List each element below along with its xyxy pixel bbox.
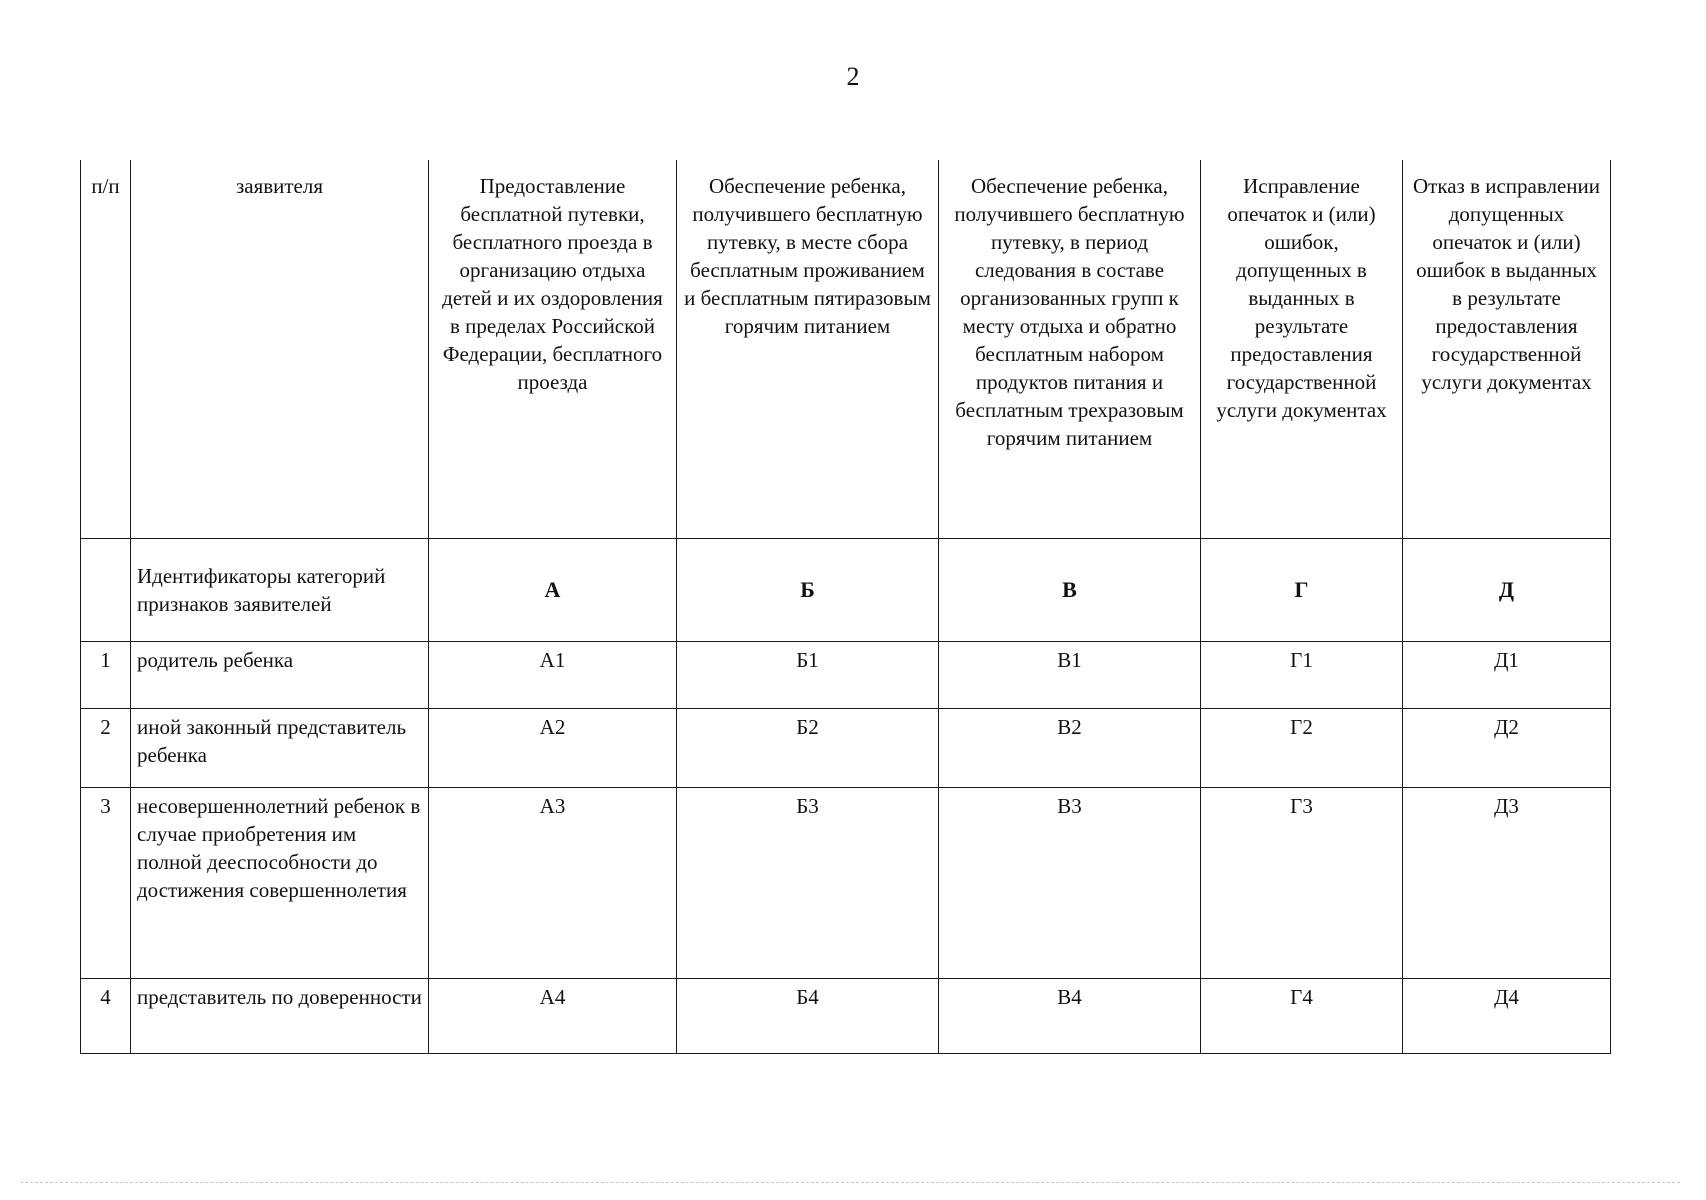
row-code-a: А2: [429, 709, 677, 788]
identifier-d: Д: [1403, 539, 1611, 642]
table-row: [81, 979, 1611, 1054]
row-category: несовершеннолетний ребенок в случае приобретения им полной дееспособности до достижения совершеннолетия: [131, 788, 429, 979]
row-code-v: В1: [939, 642, 1201, 709]
row-code-v: В2: [939, 709, 1201, 788]
row-category: представитель по доверенности: [131, 979, 429, 1054]
row-code-b: Б1: [677, 642, 939, 709]
header-col-g: Исправление опечаток и (или) ошибок, допущенных в выданных в результате предоставления государственной услуги документах: [1201, 160, 1403, 539]
header-col-a: Предоставление бесплатной путевки, бесплатного проезда в организацию отдыха детей и их оздоровления в пределах Российской Федерации, бесплатного проезда: [429, 160, 677, 539]
row-code-b: Б4: [677, 979, 939, 1054]
table-header-row: [81, 160, 1611, 539]
row-code-a: А3: [429, 788, 677, 979]
header-applicant: заявителя: [131, 160, 429, 539]
row-number: 2: [81, 709, 131, 788]
row-code-g: Г2: [1201, 709, 1403, 788]
header-col-b: Обеспечение ребенка, получившего бесплатную путевку, в месте сбора бесплатным проживанием и бесплатным пятиразовым горячим питанием: [677, 160, 939, 539]
table-row: [81, 788, 1611, 979]
row-code-a: А1: [429, 642, 677, 709]
row-code-v: В3: [939, 788, 1201, 979]
page-number: 2: [846, 62, 860, 91]
row-number: 3: [81, 788, 131, 979]
identifiers-num-cell: [81, 539, 131, 642]
identifier-v: В: [939, 539, 1201, 642]
row-code-d: Д3: [1403, 788, 1611, 979]
table-row: [81, 642, 1611, 709]
row-code-g: Г1: [1201, 642, 1403, 709]
applicant-categories-table: [80, 160, 1611, 1054]
row-code-v: В4: [939, 979, 1201, 1054]
row-code-d: Д2: [1403, 709, 1611, 788]
identifier-g: Г: [1201, 539, 1403, 642]
row-code-a: А4: [429, 979, 677, 1054]
header-col-d: Отказ в исправлении допущенных опечаток и (или) ошибок в выданных в результате предоставления государственной услуги документах: [1403, 160, 1611, 539]
identifiers-row: [81, 539, 1611, 642]
row-category: родитель ребенка: [131, 642, 429, 709]
table-row: [81, 709, 1611, 788]
header-num: п/п: [81, 160, 131, 539]
row-code-d: Д4: [1403, 979, 1611, 1054]
identifier-a: А: [429, 539, 677, 642]
row-code-d: Д1: [1403, 642, 1611, 709]
row-code-b: Б2: [677, 709, 939, 788]
row-code-g: Г4: [1201, 979, 1403, 1054]
row-code-b: Б3: [677, 788, 939, 979]
row-number: 4: [81, 979, 131, 1054]
header-col-v: Обеспечение ребенка, получившего бесплатную путевку, в период следования в составе организованных групп к месту отдыха и обратно бесплатным набором продуктов питания и бесплатным трехразовым горячим питанием: [939, 160, 1201, 539]
identifier-b: Б: [677, 539, 939, 642]
row-category: иной законный представитель ребенка: [131, 709, 429, 788]
row-number: 1: [81, 642, 131, 709]
row-code-g: Г3: [1201, 788, 1403, 979]
scan-artifact-line: [20, 1182, 1680, 1183]
identifiers-label: Идентификаторы категорий признаков заявителей: [131, 539, 429, 642]
